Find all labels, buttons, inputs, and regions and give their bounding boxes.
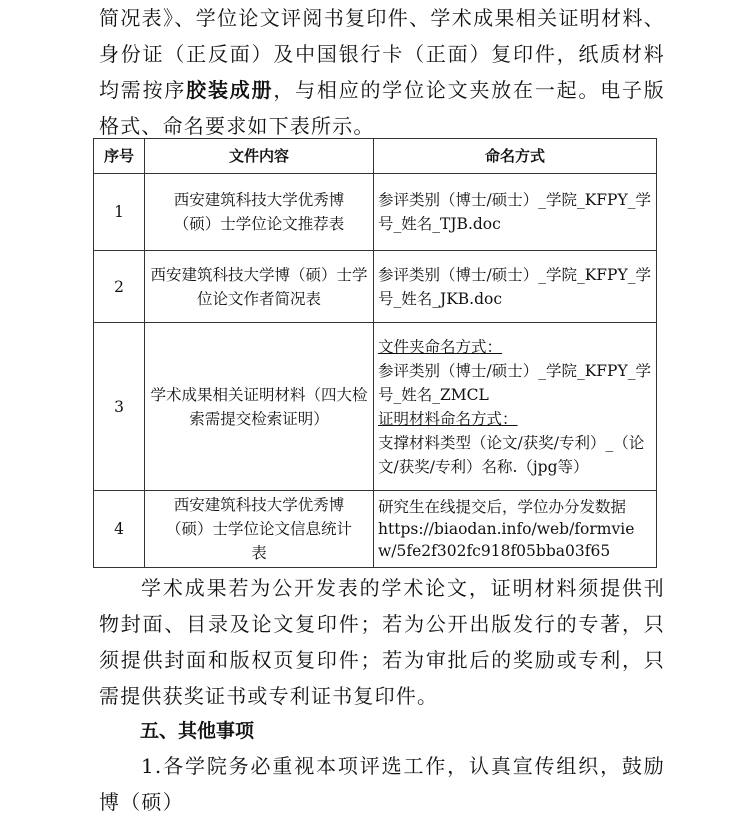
- table-row: [94, 323, 657, 491]
- folder-label: 文件夹命名方式：: [378, 337, 503, 356]
- other-paragraph: 1.各学院务必重视本项评选工作，认真宣传组织，鼓励博（硕）: [99, 754, 665, 814]
- table-row: [94, 491, 657, 568]
- intro-paragraph: [99, 0, 665, 144]
- form-link[interactable]: https://biaodan.info/web/formview/5fe2f302fc918f05bba03f65: [378, 520, 635, 560]
- header-no: 序号: [94, 139, 145, 174]
- cell-naming: [374, 491, 657, 568]
- table-header: [94, 139, 657, 174]
- intro-bold: 胶装成册: [186, 78, 274, 102]
- naming-table: [93, 138, 657, 568]
- cell-naming: 参评类别（博士/硕士）_学院_KFPY_学号_姓名_TJB.doc: [374, 174, 657, 251]
- table-row: [94, 174, 657, 251]
- material-label: 证明材料命名方式：: [378, 409, 518, 428]
- cell-no: 2: [94, 251, 145, 323]
- table-row: [94, 251, 657, 323]
- cell-no: 1: [94, 174, 145, 251]
- header-content: 文件内容: [145, 139, 374, 174]
- cell-content: 学术成果相关证明材料（四大检索需提交检索证明）: [145, 323, 374, 491]
- cell-naming: 参评类别（博士/硕士）_学院_KFPY_学号_姓名_JKB.doc: [374, 251, 657, 323]
- intro-text-2: ，与相应的学位论文夹放在一起。电子版格式、命名要求如下表所示。: [99, 78, 665, 138]
- cell-naming: [374, 323, 657, 491]
- cell-content: 西安建筑科技大学优秀博（硕）士学位论文推荐表: [145, 174, 374, 251]
- section-heading: 五、其他事项: [140, 720, 255, 742]
- cell-content: 西安建筑科技大学博（硕）士学位论文作者简况表: [145, 251, 374, 323]
- cell-no: 4: [94, 491, 145, 568]
- intro-text: 简况表》、学位论文评阅书复印件、学术成果相关证明材料、身份证（正反面）及中国银行卡（正面）复印件，纸质材料均需按序: [99, 6, 665, 102]
- folder-naming: 参评类别（博士/硕士）_学院_KFPY_学号_姓名_ZMCL: [378, 361, 651, 404]
- material-naming: 支撑材料类型（论文/获奖/专利）_（论文/获奖/专利）名称.（jpg等）: [378, 433, 645, 476]
- naming-text: 研究生在线提交后，学位办分发数据: [378, 498, 627, 516]
- cell-no: 3: [94, 323, 145, 491]
- evidence-paragraph: 学术成果若为公开发表的学术论文，证明材料须提供刊物封面、目录及论文复印件；若为公开出版发行的专著，只须提供封面和版权页复印件；若为审批后的奖励或专利，只需提供获奖证书或专利证书复印件。: [99, 576, 665, 708]
- header-naming: 命名方式: [374, 139, 657, 174]
- cell-content: 西安建筑科技大学优秀博（硕）士学位论文信息统计表: [145, 491, 374, 568]
